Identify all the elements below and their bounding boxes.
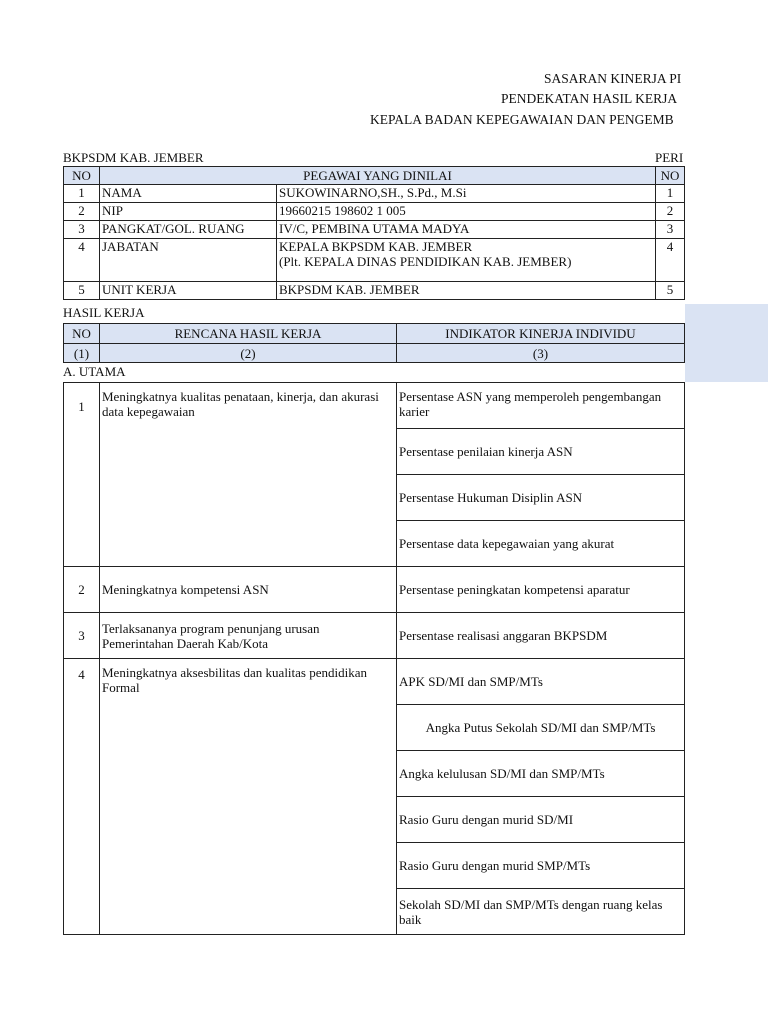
table-row: [64, 567, 685, 613]
indicator-cell: Angka Putus Sekolah SD/MI dan SMP/MTs: [397, 705, 685, 751]
indicator-cell: Rasio Guru dengan murid SMP/MTs: [397, 843, 685, 889]
org-right: PERI: [655, 150, 684, 165]
indicator-cell: Rasio Guru dengan murid SD/MI: [397, 797, 685, 843]
table-row: [64, 203, 685, 221]
col-num-2: (2): [100, 344, 397, 363]
row-no: 4: [64, 239, 100, 282]
row-label: NIP: [100, 203, 277, 221]
row-no: 3: [64, 221, 100, 239]
row-value: 19660215 198602 1 005: [277, 203, 656, 221]
row-value: SUKOWINARNO,SH., S.Pd., M.Si: [277, 185, 656, 203]
row-no-right: 1: [656, 185, 685, 203]
row-no-right: 2: [656, 203, 685, 221]
row-no: 1: [64, 185, 100, 203]
row-no: 2: [64, 203, 100, 221]
indicator-cell: Persentase data kepegawaian yang akurat: [397, 521, 685, 567]
rhk-text: Meningkatnya kualitas penataan, kinerja, dan akurasi data kepegawaian: [100, 383, 397, 567]
indicator-cell: Persentase penilaian kinerja ASN: [397, 429, 685, 475]
table-row: [64, 659, 685, 705]
row-value-line-1: KEPALA BKPSDM KAB. JEMBER: [279, 239, 473, 254]
hasil-kerja-label: HASIL KERJA: [63, 305, 145, 320]
indicator-cell: Persentase ASN yang memperoleh pengembangan karier: [397, 383, 685, 429]
doc-title-line-2: PENDEKATAN HASIL KERJA: [501, 91, 678, 106]
hasil-head-iki: INDIKATOR KINERJA INDIVIDU: [397, 324, 685, 344]
table-row: [64, 383, 685, 429]
rhk-no: 2: [64, 567, 100, 613]
indicator-cell: Persentase realisasi anggaran BKPSDM: [397, 613, 685, 659]
pegawai-head-no-right: NO: [656, 167, 685, 185]
row-no-right: 4: [656, 239, 685, 282]
row-label: NAMA: [100, 185, 277, 203]
row-value: BKPSDM KAB. JEMBER: [277, 282, 656, 300]
pegawai-head-no: NO: [64, 167, 100, 185]
col-num-3: (3): [397, 344, 685, 363]
table-row: [64, 221, 685, 239]
highlight-band: [685, 304, 768, 382]
rhk-table: [63, 382, 685, 935]
table-row: [64, 613, 685, 659]
rhk-text: Meningkatnya kompetensi ASN: [100, 567, 397, 613]
hasil-head-no: NO: [64, 324, 100, 344]
row-label: PANGKAT/GOL. RUANG: [100, 221, 277, 239]
row-no: 5: [64, 282, 100, 300]
rhk-no: 3: [64, 613, 100, 659]
row-label: JABATAN: [100, 239, 277, 282]
rhk-text: Meningkatnya aksesbilitas dan kualitas pendidikan Formal: [100, 659, 397, 935]
org-left: BKPSDM KAB. JEMBER: [63, 150, 204, 165]
row-value: [277, 239, 656, 282]
row-no-right: 5: [656, 282, 685, 300]
pegawai-table: [63, 166, 685, 300]
row-label: UNIT KERJA: [100, 282, 277, 300]
row-no-right: 3: [656, 221, 685, 239]
doc-title-line-1: SASARAN KINERJA PI: [544, 71, 682, 86]
row-value-line-2: (Plt. KEPALA DINAS PENDIDIKAN KAB. JEMBER): [279, 254, 572, 269]
indicator-cell: Sekolah SD/MI dan SMP/MTs dengan ruang kelas baik: [397, 889, 685, 935]
hasil-header-table: [63, 323, 685, 363]
doc-title-line-3: KEPALA BADAN KEPEGAWAIAN DAN PENGEMB: [370, 112, 674, 127]
rhk-no: 4: [64, 659, 100, 935]
indicator-cell: Persentase peningkatan kompetensi aparatur: [397, 567, 685, 613]
table-row: [64, 185, 685, 203]
section-utama: A. UTAMA: [63, 364, 126, 379]
indicator-cell: Angka kelulusan SD/MI dan SMP/MTs: [397, 751, 685, 797]
col-num-1: (1): [64, 344, 100, 363]
hasil-head-rhk: RENCANA HASIL KERJA: [100, 324, 397, 344]
pegawai-head-title: PEGAWAI YANG DINILAI: [100, 167, 656, 185]
indicator-cell: Persentase Hukuman Disiplin ASN: [397, 475, 685, 521]
indicator-cell: APK SD/MI dan SMP/MTs: [397, 659, 685, 705]
rhk-no: 1: [64, 383, 100, 567]
row-value: IV/C, PEMBINA UTAMA MADYA: [277, 221, 656, 239]
table-row: [64, 239, 685, 282]
rhk-text: Terlaksananya program penunjang urusan Pemerintahan Daerah Kab/Kota: [100, 613, 397, 659]
table-row: [64, 282, 685, 300]
